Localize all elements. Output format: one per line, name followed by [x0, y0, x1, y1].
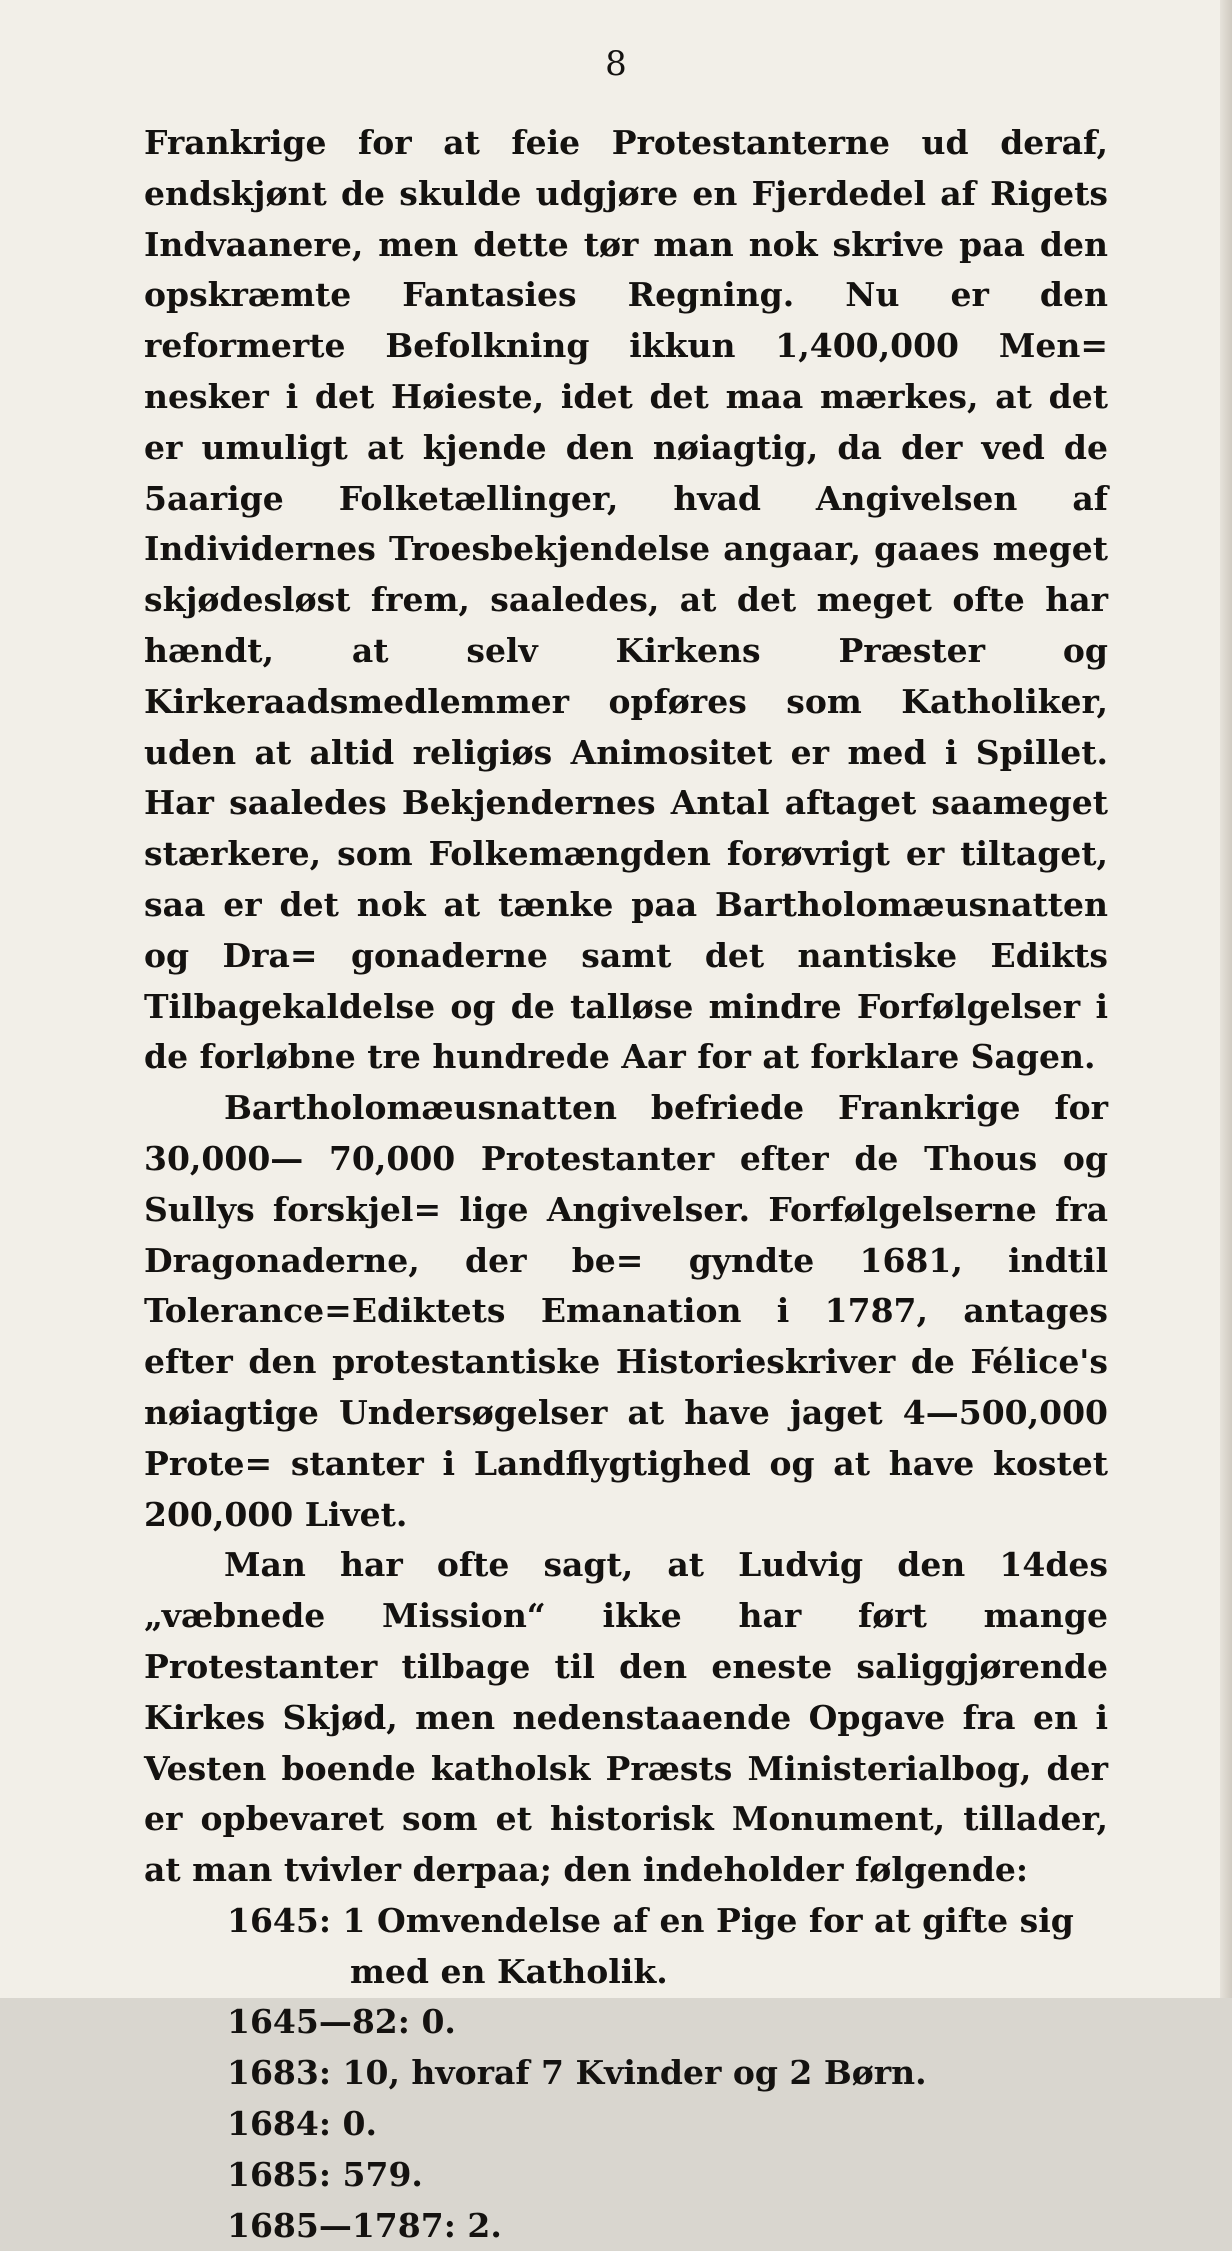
text-line: nøiagtige Undersøgelser at have jaget 4—500,000 Prote=	[144, 1392, 1108, 1483]
paragraph-2	[144, 1083, 1108, 1540]
record-entry: 1645: 1 Omvendelse af en Pige for at gifte sig med en Katholik.	[227, 1900, 1074, 1991]
text-line: hvad Angivelsen af Individernes Troesbekjendelse angaar,	[144, 478, 1108, 569]
page-number: 8	[605, 44, 627, 84]
text-line: gonaderne samt det nantiske Edikts Tilbagekaldelse og de	[144, 935, 1108, 1026]
text-line: gaaes meget skjødesløst frem, saaledes, at det meget ofte	[144, 529, 1108, 620]
text-line: stanter i Landflygtighed og at have kostet 200,000 Livet.	[144, 1443, 1108, 1534]
text-line: Nu er den reformerte Befolkning ikkun 1,400,000 Men=	[144, 275, 1108, 366]
text-line: talløse mindre Forfølgelser i de forløbne tre hundrede Aar	[144, 986, 1108, 1077]
text-line: med i Spillet. Har saaledes Bekjendernes Antal aftaget	[144, 732, 1108, 823]
text-line: tør man nok skrive paa den opskræmte Fantasies Regning.	[144, 224, 1108, 315]
text-line: skulde udgjøre en Fjerdedel af Rigets Indvaanere, men dette	[144, 173, 1108, 264]
text-line: fra en i Vesten boende katholsk Præsts Ministerialbog, der	[144, 1697, 1108, 1788]
record-entry: 1684: 0.	[227, 2104, 377, 2144]
text-line: 70,000 Protestanter efter de Thous og Sullys forskjel=	[144, 1138, 1108, 1229]
text-line: er opbevaret som et historisk Monument, tillader, at man	[144, 1799, 1108, 1890]
record-entry: 1683: 10, hvoraf 7 Kvinder og 2 Børn.	[227, 2053, 927, 2093]
text-line: lige Angivelser. Forfølgelserne fra Dragonaderne, der be=	[144, 1189, 1108, 1280]
paragraph-1	[144, 118, 1108, 1083]
text-line: eneste saliggjørende Kirkes Skjød, men nedenstaaende Opgave	[144, 1646, 1108, 1737]
text-line: Man har ofte sagt, at Ludvig den 14des „væbnede	[144, 1545, 1108, 1636]
text-line: Bartholomæusnatten befriede Frankrige for 30,000—	[144, 1088, 1108, 1178]
text-line: Frankrige for at feie Protestanterne ud deraf, endskjønt de	[144, 123, 1108, 213]
text-line: saameget stærkere, som Folkemængden forøvrigt er tiltaget,	[144, 783, 1108, 874]
text-line: gyndte 1681, indtil Tolerance=Ediktets Emanation i 1787,	[144, 1240, 1108, 1331]
conversion-records	[144, 1896, 1108, 2251]
text-line: antages efter den protestantiske Historieskriver de Félice's	[144, 1291, 1108, 1382]
text-line: opføres som Katholiker, uden at altid religiøs Animositet er	[144, 681, 1108, 772]
text-line: Mission“ ikke har ført mange Protestanter tilbage til den	[144, 1596, 1108, 1686]
record-entry: 1685: 579.	[227, 2154, 423, 2194]
text-line: at kjende den nøiagtig, da der ved de 5aarige Folketællinger,	[144, 427, 1108, 518]
text-line: saa er det nok at tænke paa Bartholomæusnatten og Dra=	[144, 884, 1108, 975]
text-line: for at forklare Sagen.	[697, 1037, 1096, 1077]
record-entry: 1685—1787: 2.	[227, 2205, 502, 2245]
text-line: har hændt, at selv Kirkens Præster og Kirkeraadsmedlemmer	[144, 580, 1108, 721]
text-line: tvivler derpaa; den indeholder følgende:	[283, 1850, 1029, 1890]
paragraph-3	[144, 1540, 1108, 1896]
record-entry: 1645—82: 0.	[227, 2002, 456, 2042]
text-line: nesker i det Høieste, idet det maa mærkes, at det er umuligt	[144, 376, 1108, 467]
body-text	[144, 118, 1108, 2251]
